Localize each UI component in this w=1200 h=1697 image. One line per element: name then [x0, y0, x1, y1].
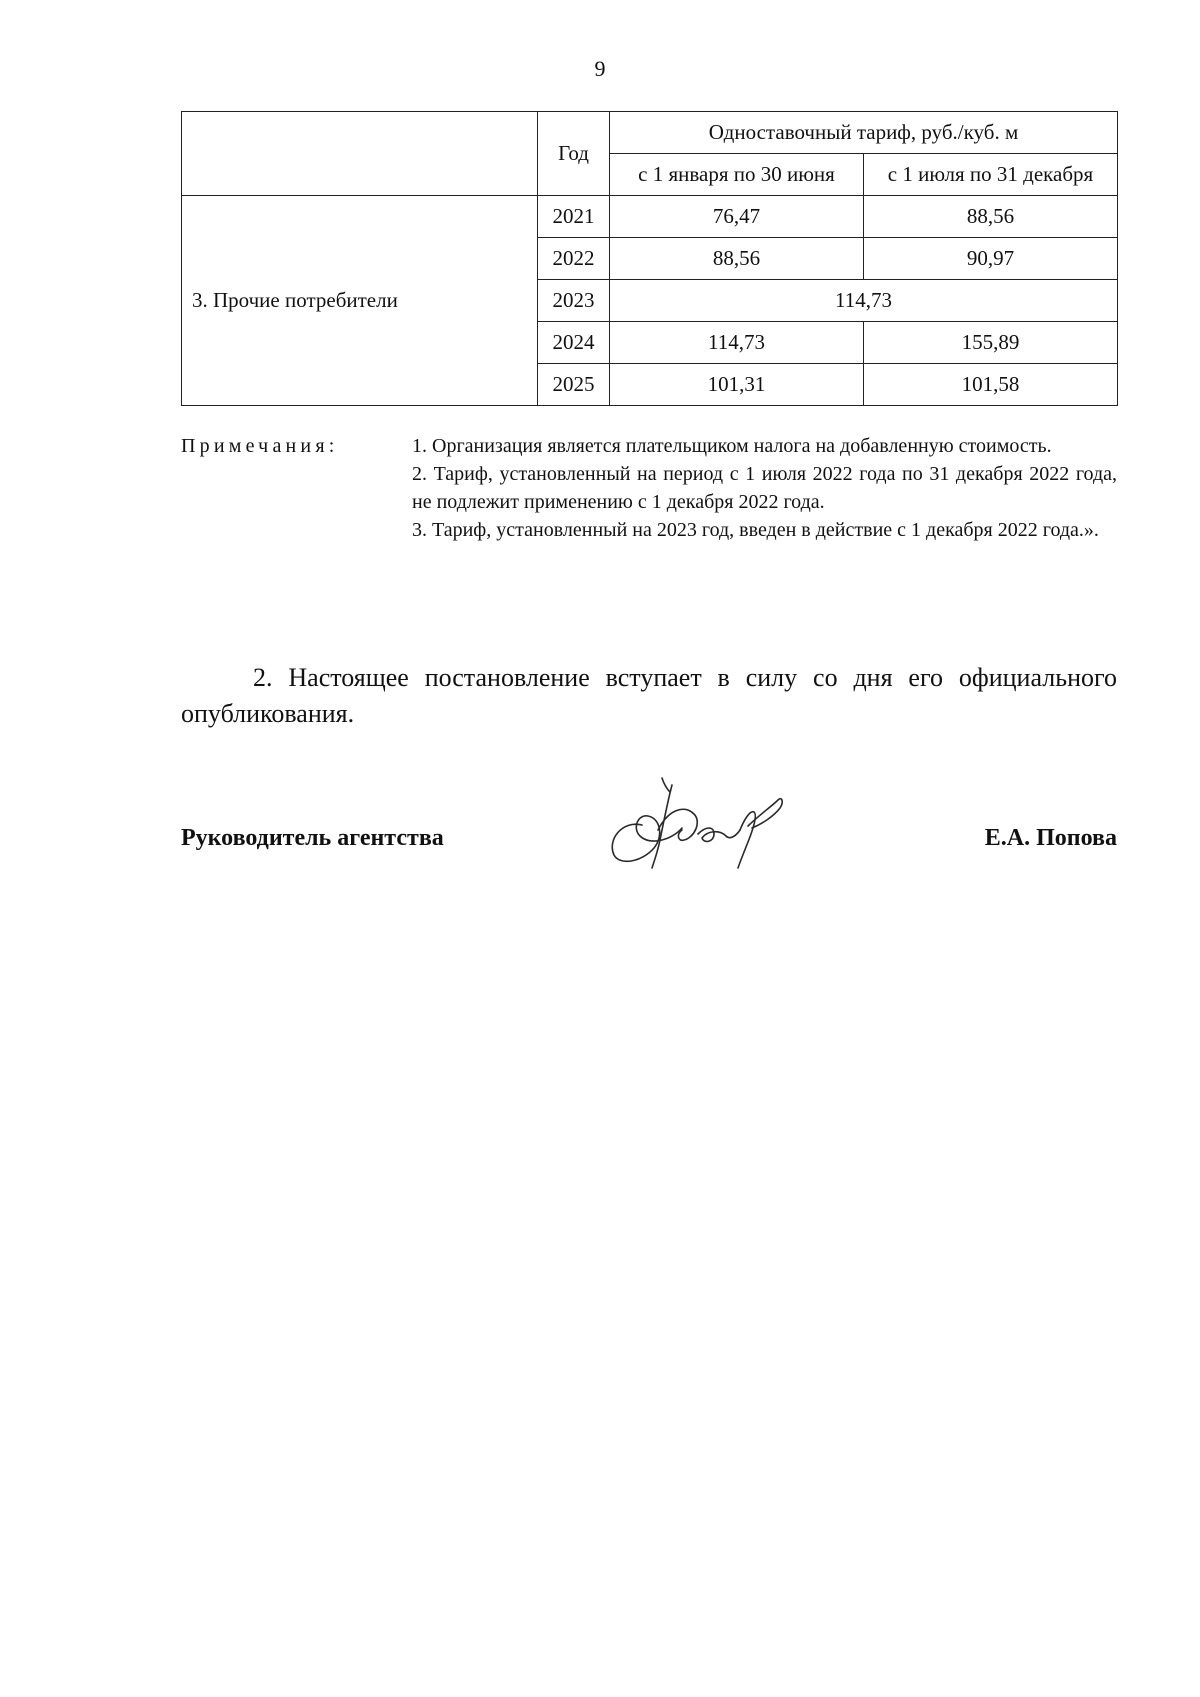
tariff-cell: 76,47 — [610, 196, 864, 238]
note-item: 3. Тариф, установленный на 2023 год, введен в действие с 1 декабря 2022 года.». — [412, 519, 1099, 541]
note-item: 2. Тариф, установленный на период с 1 июля 2022 года по 31 декабря 2022 года, не подлежит применению с 1 декабря 2022 года. — [412, 463, 1117, 513]
table-row — [182, 196, 1118, 238]
tariff-cell: 88,56 — [610, 238, 864, 280]
year-cell: 2024 — [538, 322, 610, 364]
year-cell: 2022 — [538, 238, 610, 280]
signatory-name: Е.А. Попова — [984, 825, 1117, 851]
tariff-cell: 114,73 — [610, 322, 864, 364]
tariff-cell: 155,89 — [864, 322, 1118, 364]
year-cell: 2025 — [538, 364, 610, 406]
tariff-cell: 101,31 — [610, 364, 864, 406]
header-period-2: с 1 июля по 31 декабря — [864, 154, 1118, 196]
year-cell: 2021 — [538, 196, 610, 238]
notes-list — [412, 432, 1117, 544]
tariff-cell: 101,58 — [864, 364, 1118, 406]
tariff-cell-merged: 114,73 — [610, 280, 1118, 322]
header-tariff-cell: Одноставочный тариф, руб./куб. м — [610, 112, 1118, 154]
tariff-cell: 88,56 — [864, 196, 1118, 238]
tariff-table — [181, 111, 1118, 406]
consumer-category-cell: 3. Прочие потребители — [182, 196, 538, 406]
signatory-title: Руководитель агентства — [181, 825, 444, 851]
effective-date-paragraph: 2. Настоящее постановление вступает в силу со дня его официального опубликования. — [181, 663, 1117, 728]
header-consumer-cell — [182, 112, 538, 196]
header-period-1: с 1 января по 30 июня — [610, 154, 864, 196]
header-year-cell: Год — [538, 112, 610, 196]
note-item: 1. Организация является плательщиком налога на добавленную стоимость. — [412, 435, 1052, 457]
page-number: 9 — [594, 56, 606, 81]
notes-label: Примечания: — [181, 435, 339, 457]
year-cell: 2023 — [538, 280, 610, 322]
table-header-row — [182, 112, 1118, 154]
handwritten-signature — [602, 770, 792, 870]
tariff-cell: 90,97 — [864, 238, 1118, 280]
